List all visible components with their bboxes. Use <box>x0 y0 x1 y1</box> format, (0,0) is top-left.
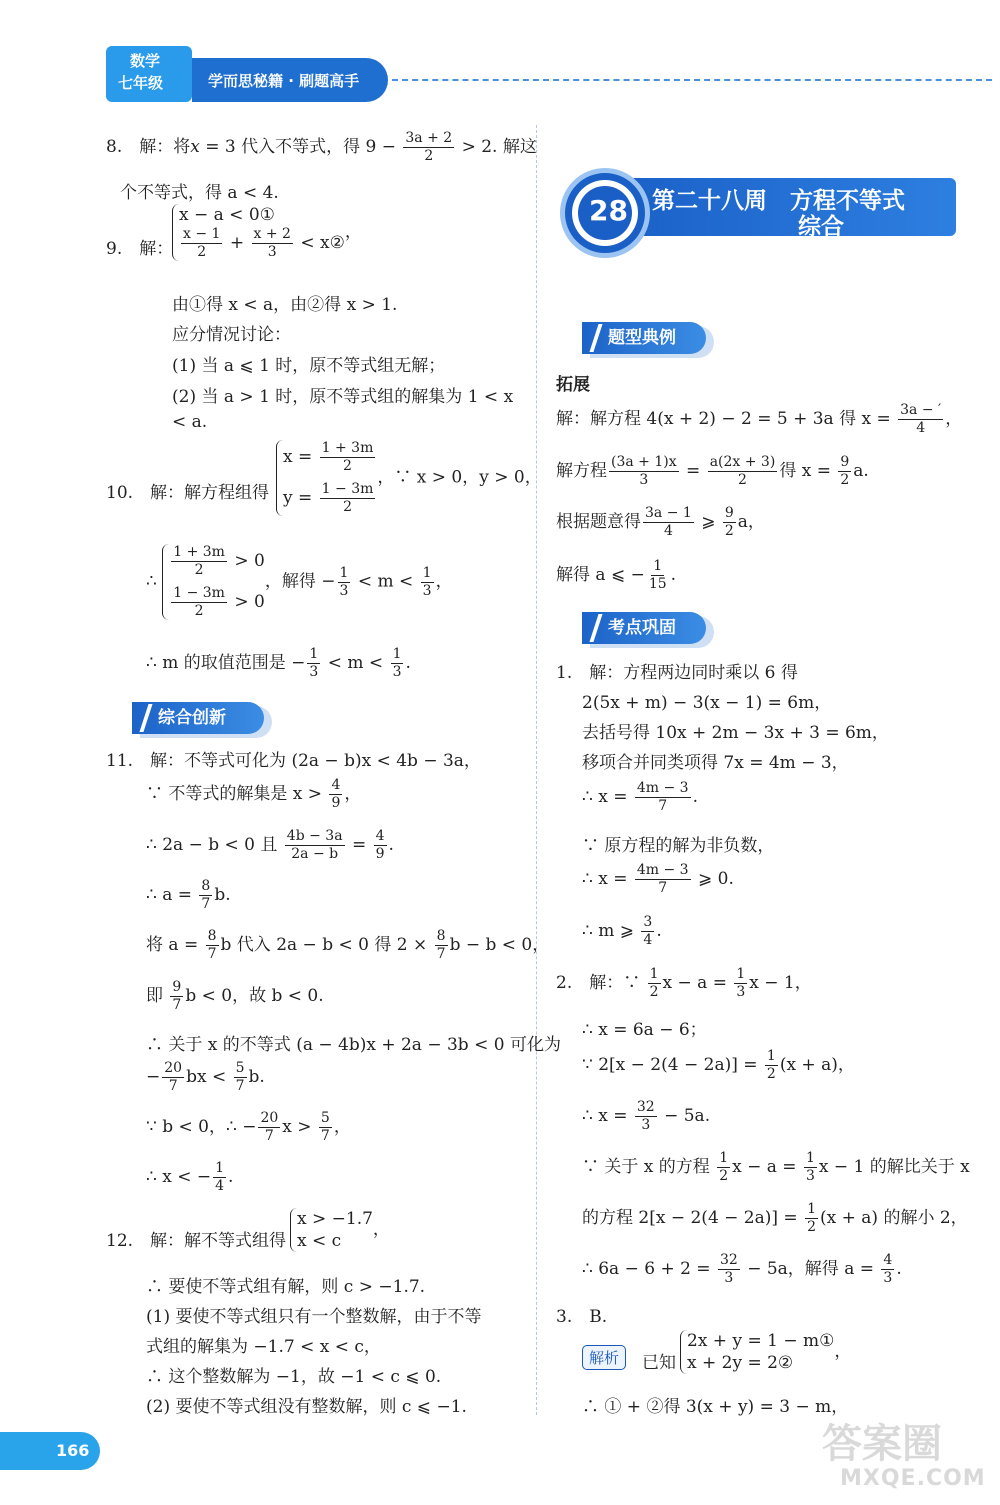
tuozhan-line3 <box>556 505 765 540</box>
math-text: 32 <box>636 1099 655 1115</box>
math-text: ∴ m ⩾ <box>582 921 640 941</box>
math-text: 7 <box>201 896 211 912</box>
math-text: 8 <box>207 928 217 944</box>
math-text: 2. 解：∵ <box>556 973 646 993</box>
problem-8-line2: 个不等式，得 a < 4. <box>120 183 279 203</box>
k3-system <box>680 1330 851 1374</box>
math-text: . <box>670 565 677 585</box>
math-text: + <box>224 233 250 254</box>
math-text: 根据题意得 <box>556 512 641 532</box>
math-text: ， <box>333 1117 351 1137</box>
problem-10-system <box>276 440 542 516</box>
math-text: ，解得 − <box>264 571 336 592</box>
math-text: ， <box>834 1341 852 1362</box>
math-text: x <box>190 137 200 157</box>
problem-9-d: (2) 当 a > 1 时，原不等式组的解集为 1 < x <box>172 387 514 407</box>
fraction <box>805 1201 818 1236</box>
brace: x − a < 0① $\frac{x - 1}{2}$ + $\frac{x + 2}{3}$ < x② <box>172 204 345 261</box>
math-text: 1 <box>736 966 746 982</box>
fraction <box>641 914 654 949</box>
math-text: 2 <box>197 244 207 261</box>
fraction <box>307 646 320 681</box>
math-text: < m < <box>322 653 389 673</box>
column-divider <box>536 125 537 1415</box>
math-text: 2 <box>194 603 204 619</box>
math-text: b. <box>248 1067 265 1087</box>
math-text: ∵ b < 0，∴ − <box>146 1117 257 1137</box>
math-text: 8. 解：将 <box>106 137 191 157</box>
math-text: < x② <box>294 233 345 254</box>
chevron-icon <box>579 614 602 642</box>
k2-e <box>582 1150 970 1185</box>
math-text: 得 x = <box>779 461 837 481</box>
math-text: ∴ x < − <box>146 1167 212 1187</box>
fraction <box>374 828 387 863</box>
tuozhan-heading: 拓展 <box>556 375 590 395</box>
chevron-icon <box>579 324 602 352</box>
math-text: 7 <box>207 946 217 962</box>
math-text: 9 <box>375 846 385 862</box>
math-text: 2 <box>840 472 850 488</box>
fraction <box>635 862 691 897</box>
k1-g <box>582 862 734 897</box>
math-text: − 5a. <box>658 1106 711 1126</box>
math-text: 9 <box>840 454 850 470</box>
math-text: 2 <box>343 499 352 515</box>
math-text: x − 1 <box>183 226 221 243</box>
math-text: 7 <box>436 946 446 962</box>
math-text: 3 <box>736 984 746 1000</box>
math-text: − <box>146 1067 161 1087</box>
math-text: . <box>656 921 662 941</box>
math-text: 2 <box>738 472 747 488</box>
math-text: (x + a) 的解小 2， <box>820 1208 968 1228</box>
problem-9-b: 应分情况讨论： <box>172 325 291 345</box>
math-text: . <box>405 653 411 673</box>
problem-9-label: 9. 解： <box>106 239 174 259</box>
jiexi-tag: 解析 <box>582 1345 626 1370</box>
fraction <box>881 1252 894 1287</box>
problem-12-label: 12. 解：解不等式组得 <box>106 1231 287 1251</box>
math-text: 8 <box>201 878 211 894</box>
problem-12-b: (1) 要使不等式组只有一个整数解，由于不等 <box>146 1307 482 1327</box>
math-text: 4b − 3a <box>286 828 343 844</box>
problem-11-d <box>146 878 231 913</box>
fraction <box>234 1060 247 1095</box>
math-text: 4 <box>916 420 926 436</box>
math-text: 4 <box>375 828 385 844</box>
fraction <box>734 966 747 1001</box>
k1-h <box>582 914 662 949</box>
problem-11-b <box>146 777 361 812</box>
k2-c <box>582 1048 855 1083</box>
problem-11-h <box>146 1060 265 1095</box>
math-text: 1 <box>422 564 432 581</box>
math-text: a(2x + 3) <box>709 454 776 470</box>
math-text: 7 <box>658 798 668 814</box>
math-text: 解：解方程 4(x + 2) − 2 = 5 + 3a 得 x = <box>556 409 897 429</box>
math-text: 1 <box>766 1048 776 1064</box>
math-text: ∴ x = <box>582 787 633 807</box>
math-text: ∵ 不等式的解集是 x > <box>146 784 328 804</box>
math-text: 4 <box>215 1178 225 1194</box>
problem-9-system <box>172 204 362 261</box>
math-text: 2 <box>807 1219 816 1235</box>
fraction <box>320 440 376 475</box>
math-text: 7 <box>235 1078 245 1094</box>
math-text: 7 <box>264 1128 274 1144</box>
math-text: 2a − b <box>291 846 339 862</box>
chevron-icon <box>129 704 152 732</box>
tuozhan-line1 <box>556 402 962 437</box>
math-text: 1 <box>807 1201 816 1217</box>
math-text: = <box>346 835 372 855</box>
fraction <box>171 544 227 579</box>
math-text: ∴ 6a − 6 + 2 = <box>582 1259 716 1279</box>
k2-d <box>582 1099 710 1134</box>
math-text: 4m − 3 <box>636 780 689 796</box>
math-text: > 0 <box>228 551 265 571</box>
math-text: 3 <box>724 1270 734 1286</box>
k3-b: 已知 <box>642 1353 676 1373</box>
brace <box>276 440 377 516</box>
week-title-line1: 第二十八周 方程不等式 <box>652 188 905 214</box>
k1-c: 去括号得 10x + 2m − 3x + 3 = 6m， <box>582 723 889 743</box>
math-text: ∴ x = <box>582 869 633 889</box>
math-text: 2 <box>424 148 434 164</box>
math-text: 7 <box>658 880 668 896</box>
problem-9-a: 由①得 x < a，由②得 x > 1. <box>172 295 398 315</box>
math-text: 1 <box>805 1150 815 1166</box>
math-text: 3a − ′ <box>900 402 942 418</box>
math-text: 1 <box>309 646 319 662</box>
math-text: ⩾ <box>695 512 721 532</box>
problem-11-a: 11. 解：不等式可化为 (2a − b)x < 4b − 3a， <box>106 751 481 771</box>
math-text: 将 a = <box>146 935 204 955</box>
math-text: 1 <box>649 966 659 982</box>
fraction <box>421 565 434 600</box>
math-text: x − 1， <box>749 973 812 993</box>
math-text: y = <box>283 488 318 508</box>
math-text: 3 <box>267 244 277 261</box>
fraction <box>647 558 669 593</box>
math-text: x + 2 <box>253 226 291 243</box>
math-text: ∴ x = <box>582 1106 633 1126</box>
fraction <box>635 780 691 815</box>
problem-9-e: < a. <box>172 412 208 432</box>
fraction <box>648 966 661 1001</box>
math-text: > 0 <box>228 592 265 612</box>
math-text: 4 <box>663 523 673 539</box>
k3-a: 3. B. <box>556 1307 608 1327</box>
problem-8-line1 <box>106 130 537 165</box>
math-text: x > <box>282 1117 317 1137</box>
math-text: ∴ 2a − b < 0 且 <box>146 835 283 855</box>
fraction <box>338 565 351 600</box>
math-text: < m < <box>352 571 419 592</box>
problem-9-c: (1) 当 a ⩽ 1 时，原不等式组无解； <box>172 356 446 376</box>
fraction <box>285 828 345 863</box>
math-text: > 2. 解这 <box>456 137 537 157</box>
fraction <box>708 454 778 489</box>
math-text: x − 1 的解比关于 x <box>818 1157 970 1177</box>
page-number: 166 <box>56 1441 90 1460</box>
math-text: a， <box>737 512 765 532</box>
fraction <box>838 454 851 489</box>
problem-11-c <box>146 828 394 863</box>
problem-12-a: ∴ 要使不等式组有解，则 c > −1.7. <box>146 1277 426 1297</box>
brace <box>162 544 265 620</box>
math-text: x = <box>283 447 318 467</box>
fraction <box>320 481 376 516</box>
problem-11-g: ∴ 关于 x 的不等式 (a − 4b)x + 2a − 3b < 0 可化为 <box>146 1035 561 1055</box>
math-text: 20 <box>164 1060 183 1076</box>
math-text: 1 <box>215 1160 225 1176</box>
week-number: 28 <box>589 194 628 227</box>
k1-f: ∵ 原方程的解为非负数， <box>582 836 775 856</box>
math-text: 9 <box>331 795 341 811</box>
math-text: ，∵ x > 0，y > 0， <box>377 467 542 488</box>
math-text: ， <box>344 784 362 804</box>
header-series: 学而思秘籍 · 刷题高手 <box>208 72 360 90</box>
fraction <box>717 1150 730 1185</box>
math-text: ， <box>435 571 453 592</box>
fraction <box>206 928 219 963</box>
math-text: 5 <box>320 1110 330 1126</box>
fraction <box>181 226 222 261</box>
fraction <box>635 1099 657 1134</box>
header-dashed-line <box>392 79 992 81</box>
math-text: 3 <box>883 1270 893 1286</box>
math-text: 4m − 3 <box>636 862 689 878</box>
header-subject: 数学 <box>130 52 161 70</box>
math-text: 3 <box>392 664 402 680</box>
fraction <box>609 454 679 489</box>
fraction <box>718 1252 740 1287</box>
math-text: ∴ <box>146 571 157 592</box>
math-text: 3 <box>309 664 319 680</box>
math-text: 20 <box>260 1110 279 1126</box>
math-text: ， <box>945 409 963 429</box>
fraction <box>329 777 342 812</box>
math-text: 7 <box>320 1128 330 1144</box>
math-text: ， <box>372 1219 390 1240</box>
math-text: 2 <box>724 523 734 539</box>
brace: 2x + y = 1 − m① x + 2y = 2② <box>680 1330 834 1374</box>
math-text: b < 0，故 b < 0. <box>185 986 324 1006</box>
math-text: 4 <box>643 932 653 948</box>
math-text: 1 − 3m <box>173 585 225 601</box>
math-text: 即 <box>146 986 169 1006</box>
math-text: 7 <box>168 1078 178 1094</box>
k1-b: 2(5x + m) − 3(x − 1) = 6m， <box>582 693 832 713</box>
fraction <box>319 1110 332 1145</box>
tuozhan-line2 <box>556 454 869 489</box>
fraction <box>765 1048 778 1083</box>
problem-11-f <box>146 979 324 1014</box>
problem-11-e <box>146 928 549 963</box>
math-text: = 3 代入不等式，得 9 − <box>199 137 402 157</box>
math-text: b 代入 2a − b < 0 得 2 × <box>220 935 433 955</box>
math-text: 1 <box>339 564 349 581</box>
math-text: = <box>680 461 706 481</box>
math-text: 2 <box>719 1168 729 1184</box>
watermark-logo: 答案圈 <box>822 1421 942 1467</box>
math-text: 2 <box>343 458 352 474</box>
problem-12-system <box>290 1208 390 1252</box>
watermark-url: MXQE.COM <box>840 1466 986 1491</box>
fraction <box>804 1150 817 1185</box>
math-text: ⩾ 0. <box>692 869 734 889</box>
math-text: 3 <box>641 1117 651 1133</box>
problem-10-range <box>146 646 411 681</box>
math-text: 3 <box>805 1168 815 1184</box>
fraction <box>162 1060 184 1095</box>
math-text: 3a + 2 <box>405 130 453 146</box>
fraction <box>258 1110 280 1145</box>
k1-d: 移项合并同类项得 7x = 4m − 3， <box>582 753 849 773</box>
problem-12-e: (2) 要使不等式组没有整数解，则 c ⩽ −1. <box>146 1397 467 1417</box>
math-text: 解得 a ⩽ − <box>556 565 645 585</box>
k1-e <box>582 780 698 815</box>
fraction <box>898 402 943 437</box>
k1-a: 1. 解：方程两边同时乘以 6 得 <box>556 663 798 683</box>
math-text: 1 <box>719 1150 729 1166</box>
math-text: b. <box>214 885 231 905</box>
tuozhan-line4 <box>556 558 676 593</box>
section-tixing-dianli: 题型典例 <box>582 322 706 354</box>
math-text: 1 − 3m <box>321 481 374 497</box>
math-text: (x + a)， <box>779 1055 855 1075</box>
math-text: 7 <box>172 997 182 1013</box>
math-text: 4 <box>883 1252 893 1268</box>
problem-10-therefore <box>146 544 453 620</box>
math-text: 1 + 3m <box>173 544 225 560</box>
math-text: 3 <box>643 914 653 930</box>
problem-10-label: 10. 解：解方程组得 <box>106 483 270 503</box>
math-text: 3a − 1 <box>645 505 692 521</box>
math-text: 32 <box>719 1252 738 1268</box>
math-text: 1 + 3m <box>321 440 374 456</box>
section-kaodian-gonggu: 考点巩固 <box>582 612 706 644</box>
math-text: bx < <box>186 1067 232 1087</box>
problem-11-i <box>146 1110 351 1145</box>
math-text: 4 <box>331 777 341 793</box>
math-text: 2 <box>194 562 204 578</box>
math-text: 3 <box>639 472 649 488</box>
math-text: . <box>896 1259 902 1279</box>
math-text: ， <box>344 222 362 243</box>
fraction <box>213 1160 226 1195</box>
problem-12-d: ∴ 这个整数解为 −1，故 −1 < c ⩽ 0. <box>146 1367 442 1387</box>
math-text: ∵ 2[x − 2(4 − 2a)] = <box>582 1055 763 1075</box>
brace: x > −1.7 x < c <box>290 1208 373 1252</box>
math-text: 2 <box>649 984 659 1000</box>
math-text: 5 <box>235 1060 245 1076</box>
math-text: ∵ 关于 x 的方程 <box>582 1157 716 1177</box>
math-text: (3a + 1)x <box>611 454 677 470</box>
problem-12-c: 式组的解集为 −1.7 < x < c， <box>146 1337 381 1357</box>
math-text: 2 <box>766 1066 776 1082</box>
fraction <box>403 130 454 165</box>
k3-d: ∴ ① + ②得 3(x + y) = 3 − m， <box>582 1397 849 1417</box>
math-text: 3 <box>339 582 349 599</box>
math-text: 15 <box>648 576 667 592</box>
fraction <box>723 505 736 540</box>
math-text: − 5a，解得 a = <box>741 1259 880 1279</box>
k2-b: ∴ x = 6a − 6； <box>582 1020 707 1040</box>
math-text: 9 <box>172 979 182 995</box>
k2-f <box>582 1201 968 1236</box>
fraction <box>170 979 183 1014</box>
math-text: b − b < 0， <box>449 935 550 955</box>
header-grade: 七年级 <box>118 74 164 92</box>
math-text: 解方程 <box>556 461 607 481</box>
problem-11-j <box>146 1160 233 1195</box>
math-text: 8 <box>436 928 446 944</box>
math-text: ∴ m 的取值范围是 − <box>146 653 306 673</box>
math-text: x − a = <box>732 1157 802 1177</box>
math-text: 1 <box>392 646 402 662</box>
week-title-line2: 综合 <box>798 214 844 240</box>
fraction <box>435 928 448 963</box>
math-text: . <box>692 787 698 807</box>
section-zonghe-chuangxin: 综合创新 <box>132 702 264 734</box>
math-text: a. <box>853 461 869 481</box>
math-text: 3 <box>422 582 432 599</box>
k2-g <box>582 1252 902 1287</box>
fraction <box>391 646 404 681</box>
math-text: 的方程 2[x − 2(4 − 2a)] = <box>582 1208 804 1228</box>
fraction <box>199 878 212 913</box>
math-text: . <box>388 835 394 855</box>
math-text: ∴ a = <box>146 885 198 905</box>
k2-a <box>556 966 812 1001</box>
math-text: 9 <box>724 505 734 521</box>
math-text: . <box>228 1167 234 1187</box>
fraction <box>643 505 694 540</box>
math-text: x − a = <box>662 973 733 993</box>
fraction <box>252 226 293 261</box>
math-text: 1 <box>653 558 663 574</box>
fraction <box>171 585 227 620</box>
